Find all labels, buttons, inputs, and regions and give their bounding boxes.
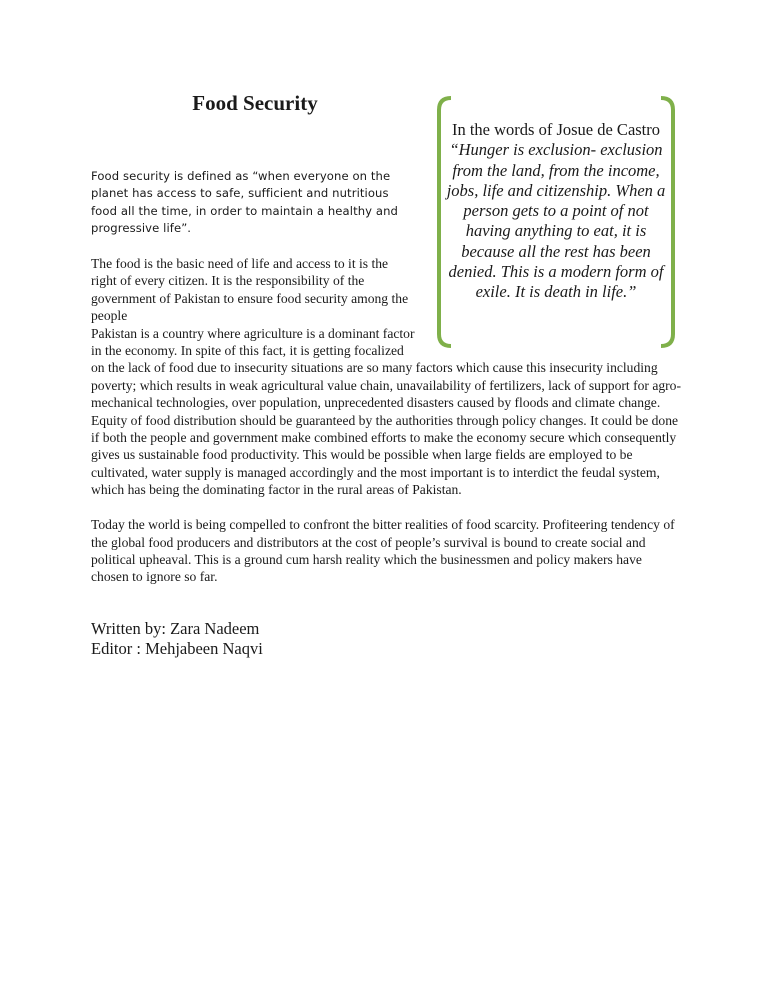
quote-body: “Hunger is exclusion- exclusion from the land, from the income, jobs, life and citizenship. When a person gets to a point of not having anything to eat, it is because all the rest has been denied. This is a modern form of exile. It is death in life.”: [446, 140, 666, 302]
article-body: [91, 168, 681, 586]
credits: [91, 619, 263, 659]
quote-lead: In the words of Josue de Castro: [451, 120, 661, 139]
writer-credit: Written by: Zara Nadeem: [91, 619, 260, 638]
paragraph-definition: Food security is defined as “when everyone on the planet has access to safe, sufficient and nutritious food all the time, in order to maintain a healthy and progressive life”.: [91, 169, 399, 236]
paragraph-agriculture: Pakistan is a country where agriculture is a dominant factor in the economy. In spite of this fact, it is getting focalized on the lack of food due to insecurity situations are so many factors which cause this insecurity including poverty; which results in weak agricultural value chain, unavailability of fertilizers, lack of support for agro-mechanical technologies, over population, unprecedented disasters caused by floods and climate change. Equity of food distribution should be guaranteed by the authorities through policy changes. It could be done if both the people and government make combined efforts to make the economy secure which consequently gives us sustainable food productivity. This would be possible when large fields are employed to be cultivated, water supply is managed accordingly and the most important is to interdict the feudal system, which has being the dominating factor in the rural areas of Pakistan.: [91, 325, 681, 498]
page-title: Food Security: [192, 91, 318, 115]
paragraph-basic-need: The food is the basic need of life and access to it is the right of every citizen. It is the responsibility of the government of Pakistan to ensure food security among the people: [91, 256, 409, 324]
paragraph-food-scarcity: Today the world is being compelled to confront the bitter realities of food scarcity. Profiteering tendency of the global food producers and distributors at the cost of people’s survival is bound to create social and political upheaval. This is a ground cum harsh reality which the businessmen and policy makers have chosen to ignore so far.: [91, 517, 675, 585]
editor-credit: Editor : Mehjabeen Naqvi: [91, 639, 263, 658]
